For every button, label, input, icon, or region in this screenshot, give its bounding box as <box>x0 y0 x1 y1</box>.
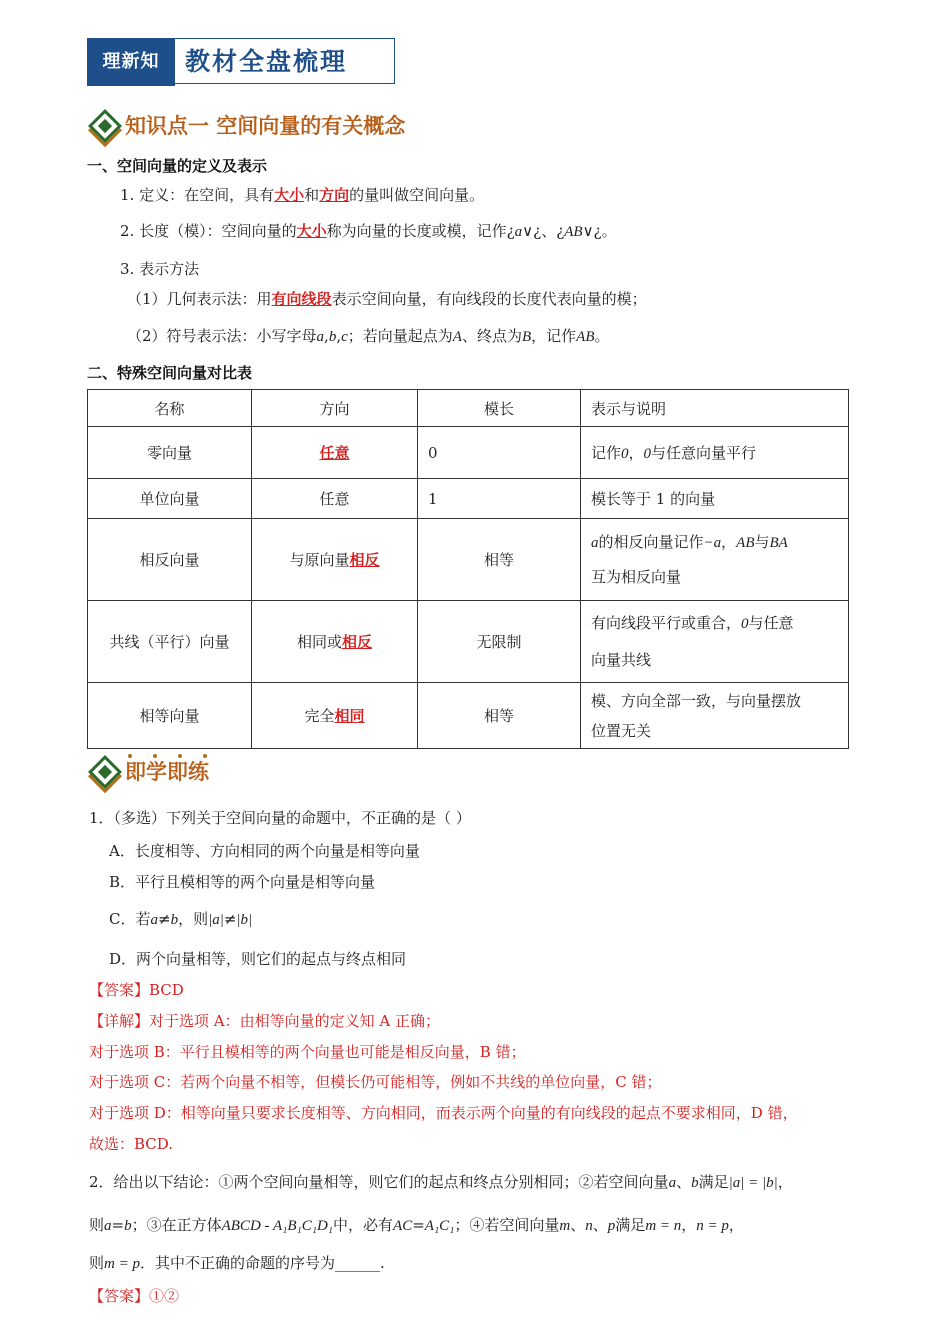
cell-name: 共线（平行）向量 <box>88 601 252 683</box>
geometric-repr-line: （1）几何表示法：用有向线段表示空间向量，有向线段的长度代表向量的模； <box>127 290 647 308</box>
cell-direction: 完全相同 <box>252 683 418 749</box>
cell-name: 相反向量 <box>88 519 252 601</box>
decorative-dots <box>128 744 208 750</box>
cell-note: a的相反向量记作−a，AB与BA 互为相反向量 <box>581 519 849 601</box>
diamond-icon <box>88 109 122 143</box>
subheading-definition: 一、空间向量的定义及表示 <box>87 157 268 175</box>
header-direction: 方向 <box>252 390 418 427</box>
explanation-line: 故选：BCD. <box>89 1135 174 1153</box>
table-row <box>88 683 849 749</box>
option-a: A．长度相等、方向相同的两个向量是相等向量 <box>109 842 420 860</box>
table-header-row <box>88 390 849 427</box>
question-2-line: 则m = p．其中不正确的命题的序号为______. <box>89 1254 385 1272</box>
option-d: D．两个向量相等，则它们的起点与终点相同 <box>109 950 407 968</box>
cell-direction: 任意 <box>252 427 418 479</box>
cell-magnitude: 0 <box>418 427 581 479</box>
cell-note: 记作0，0与任意向量平行 <box>581 427 849 479</box>
cell-direction: 与原向量相反 <box>252 519 418 601</box>
header-name: 名称 <box>88 390 252 427</box>
cell-name: 相等向量 <box>88 683 252 749</box>
explanation-line: 对于选项 C：若两个向量不相等，但模长仍可能相等，例如不共线的单位向量，C 错； <box>89 1073 662 1091</box>
cell-direction: 任意 <box>252 479 418 519</box>
option-c: C．若a≠b，则|a|≠|b| <box>109 910 253 928</box>
question-1-stem: 1．（多选）下列关于空间向量的命题中，不正确的是（ ） <box>89 809 471 827</box>
section-heading-1 <box>89 110 489 140</box>
representation-heading: 3. 表示方法 <box>120 260 200 278</box>
answer-2: 【答案】①② <box>89 1287 180 1305</box>
section-banner <box>87 38 395 86</box>
cell-magnitude: 相等 <box>418 519 581 601</box>
comparison-table <box>87 389 849 749</box>
length-line: 2. 长度（模）：空间向量的大小称为向量的长度或模，记作¿a∨¿、¿AB∨¿。 <box>120 222 617 240</box>
subheading-comparison: 二、特殊空间向量对比表 <box>87 364 253 382</box>
banner-tag: 理新知 <box>87 38 175 86</box>
definition-line: 1. 定义：在空间，具有大小和方向的量叫做空间向量。 <box>120 186 485 204</box>
cell-note: 模长等于 1 的向量 <box>581 479 849 519</box>
table-row <box>88 427 849 479</box>
cell-magnitude: 无限制 <box>418 601 581 683</box>
section-title: 知识点一 空间向量的有关概念 <box>125 114 406 138</box>
diamond-icon <box>88 755 122 789</box>
cell-note: 模、方向全部一致，与向量摆放 位置无关 <box>581 683 849 749</box>
cell-magnitude: 1 <box>418 479 581 519</box>
section-heading-2 <box>89 756 389 786</box>
answer-1: 【答案】BCD <box>89 981 184 999</box>
cell-magnitude: 相等 <box>418 683 581 749</box>
symbolic-repr-line: （2）符号表示法：小写字母a,b,c；若向量起点为A、终点为B，记作AB。 <box>127 327 610 345</box>
explanation-line: 对于选项 B：平行且模相等的两个向量也可能是相反向量，B 错； <box>89 1043 526 1061</box>
cell-note: 有向线段平行或重合，0与任意 向量共线 <box>581 601 849 683</box>
cell-name: 单位向量 <box>88 479 252 519</box>
table-row <box>88 519 849 601</box>
option-b: B．平行且模相等的两个向量是相等向量 <box>109 873 376 891</box>
cell-direction: 相同或相反 <box>252 601 418 683</box>
explanation-line: 对于选项 D：相等向量只要求长度相等、方向相同，而表示两个向量的有向线段的起点不要求相同，D 错， <box>89 1104 798 1122</box>
banner-title: 教材全盘梳理 <box>175 38 395 84</box>
question-2-line: 则a=b；③在正方体ABCD - A₁B₁C₁D₁中，必有AC=A₁C₁；④若空间向量m、n、p满足m = n，n = p， <box>89 1216 744 1234</box>
header-note: 表示与说明 <box>581 390 849 427</box>
explanation-line: 【详解】对于选项 A：由相等向量的定义知 A 正确； <box>89 1012 440 1030</box>
table-row <box>88 601 849 683</box>
section-title: 即学即练 <box>125 760 209 784</box>
header-magnitude: 模长 <box>418 390 581 427</box>
question-2-line: 2．给出以下结论：①两个空间向量相等，则它们的起点和终点分别相同；②若空间向量a、b满足|a| = |b|， <box>89 1173 793 1191</box>
cell-name: 零向量 <box>88 427 252 479</box>
table-row <box>88 479 849 519</box>
